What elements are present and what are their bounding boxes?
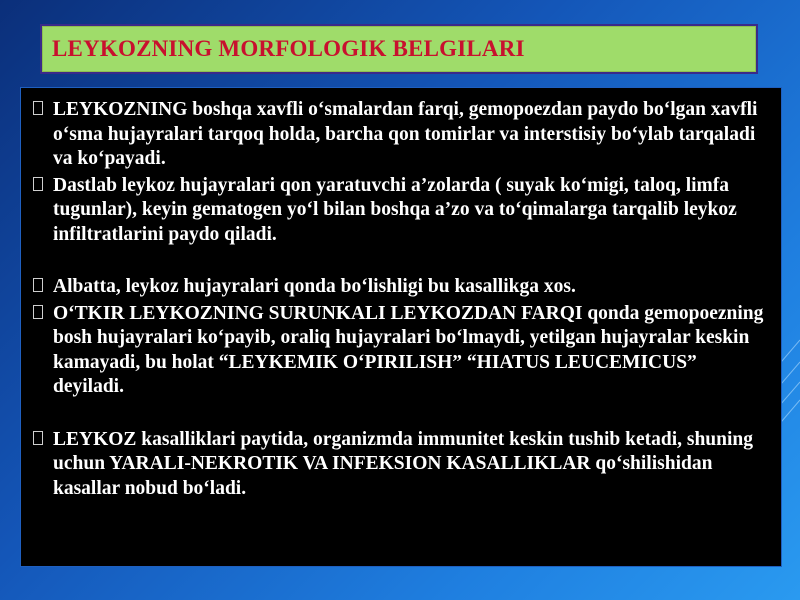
bullet-item — [33, 98, 771, 172]
bullet-text: LEYKOZ kasalliklari paytida, organizmda immunitet keskin tushib ketadi, shuning uchun YARALI-NEKROTIK VA INFEKSION KASALLIKLAR qo‘shilishidan kasallar nobud bo‘ladi. — [53, 428, 754, 499]
bullet-marker-icon — [33, 278, 43, 292]
bullet-item — [33, 275, 771, 300]
bullet-text: LEYKOZNING boshqa xavfli o‘smalardan farqi, gemopoezdan paydo bo‘lgan xavfli o‘sma hujayralari tarqoq holda, barcha qon tomirlar va interstisiy bo‘ylab tarqaladi va ko‘payadi. — [53, 99, 758, 169]
bullet-item — [33, 302, 771, 400]
bullet-item — [33, 174, 771, 248]
bullet-item — [33, 428, 771, 502]
bullet-marker-icon — [33, 431, 43, 445]
bullet-text: O‘TKIR LEYKOZNING SURUNKALI LEYKOZDAN FARQI qonda gemopoezning bosh hujayralari ko‘payib, oraliq hujayralari bo‘lmaydi, yetilgan hujayralar keskin kamayadi, bu holat “LEYKEMIK O‘PIRILISH” “HIATUS LEUCEMICUS” deyiladi. — [53, 302, 764, 397]
bullet-marker-icon — [33, 305, 43, 319]
bullet-text: Dastlab leykoz hujayralari qon yaratuvchi a’zolarda ( suyak ko‘migi, taloq, limfa tugunlar), keyin gematogen yo‘l bilan boshqa a’zo va to‘qimalarga tarqalib leykoz infiltratlarini paydo qiladi. — [53, 174, 737, 245]
slide-title: LEYKOZNING MORFOLOGIK BELGILARI — [52, 36, 525, 61]
bullet-marker-icon — [33, 177, 43, 191]
bullet-text: Albatta, leykoz hujayralari qonda bo‘lishligi bu kasallikga xos. — [53, 276, 576, 297]
bullet-marker-icon — [33, 101, 43, 115]
content-panel — [20, 87, 782, 567]
title-banner — [40, 24, 758, 74]
